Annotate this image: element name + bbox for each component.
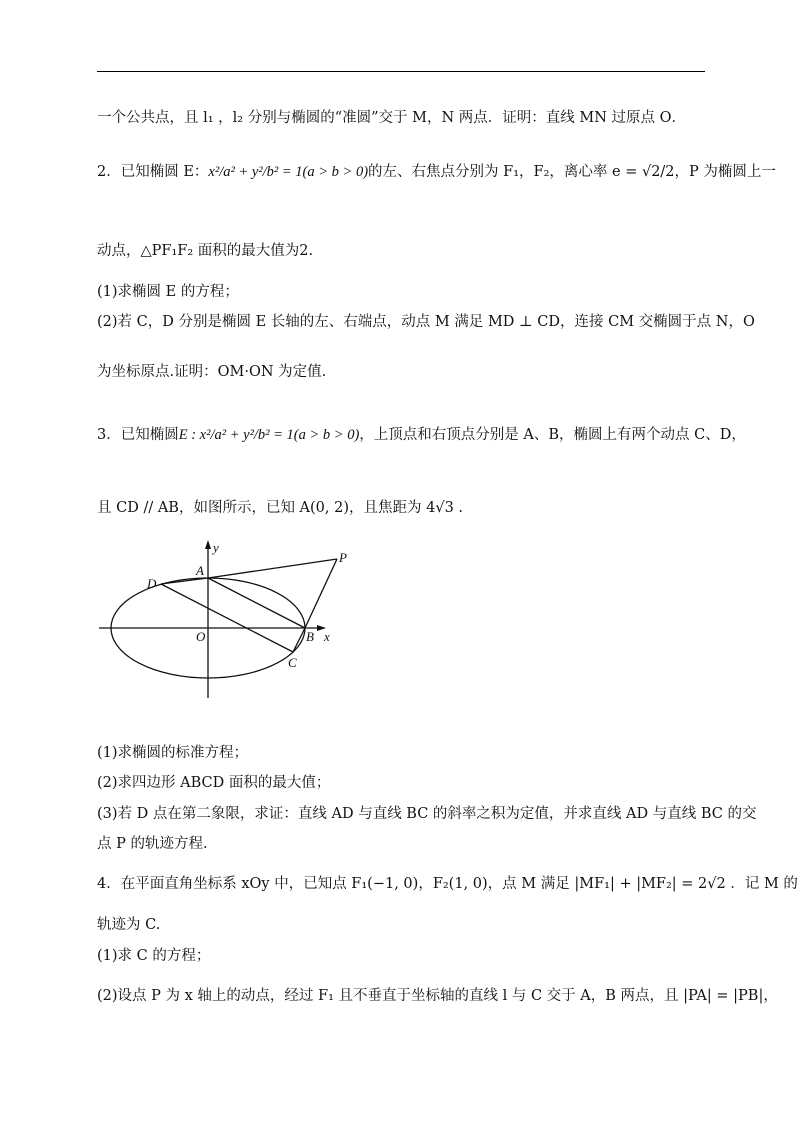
label-x: x [324, 629, 330, 644]
question-1: (1)求 C 的方程； [97, 948, 211, 964]
label-p: P [339, 550, 347, 565]
text-line: 点 P 的轨迹方程. [97, 836, 208, 852]
question-3: (3)若 D 点在第二象限，求证：直线 AD 与直线 BC 的斜率之积为定值，并求直线 AD 与直线 BC 的交 [97, 806, 757, 822]
segment-bp [305, 559, 337, 628]
text-line: 动点，△PF₁F₂ 面积的最大值为2. [97, 243, 314, 259]
text-span: 3．已知椭圆 [97, 427, 179, 443]
segment-ap [208, 559, 337, 578]
text-line: 一个公共点，且 l₁ ，l₂ 分别与椭圆的“准圆”交于 M，N 两点．证明：直线 MN 过原点 O． [97, 110, 687, 126]
problem-4-statement: 4．在平面直角坐标系 xOy 中，已知点 F₁(−1, 0)，F₂(1, 0)，点 M 满足 |MF₁| + |MF₂| = 2√2 ．记 M 的 [97, 876, 798, 892]
text-span: 2．已知椭圆 E： [97, 164, 209, 180]
label-a: A [196, 563, 204, 578]
problem-2-statement [97, 162, 776, 182]
label-y: y [213, 540, 219, 555]
ellipse-equation: x²/a² + y²/b² = 1(a > b > 0) [208, 164, 369, 180]
text-span: 的左、右焦点分别为 F₁，F₂，离心率 e = √2/2，P 为椭圆上一 [368, 164, 776, 180]
question-2: (2)设点 P 为 x 轴上的动点，经过 F₁ 且不垂直于坐标轴的直线 l 与 C 交于 A，B 两点，且 |PA| = |PB|， [97, 988, 778, 1004]
label-o: O [196, 629, 206, 644]
text-span: ，上顶点和右顶点分别是 A、B，椭圆上有两个动点 C、D， [359, 427, 746, 443]
text-line: 且 CD // AB，如图所示，已知 A(0, 2)，且焦距为 4√3 . [97, 500, 464, 516]
label-d: D [147, 576, 157, 591]
text-line: 轨迹为 C. [97, 917, 161, 933]
segment-cd [161, 584, 293, 652]
problem-3-statement [97, 425, 746, 445]
question-1: (1)求椭圆的标准方程； [97, 745, 249, 761]
ellipse-equation: E : x²/a² + y²/b² = 1(a > b > 0) [178, 427, 360, 443]
segment-bc [293, 628, 305, 652]
y-axis-arrow [205, 540, 211, 549]
text-line: 为坐标原点.证明：OM·ON 为定值. [97, 364, 327, 380]
question-2: (2)求四边形 ABCD 面积的最大值； [97, 775, 331, 791]
label-c: C [288, 655, 297, 670]
ellipse-figure [96, 538, 356, 704]
header-rule [97, 71, 705, 72]
segment-ab [208, 578, 305, 628]
label-b: B [306, 629, 314, 644]
question-2: (2)若 C，D 分别是椭圆 E 长轴的左、右端点，动点 M 满足 MD ⊥ CD，连接 CM 交椭圆于点 N，O [97, 314, 755, 330]
question-1: (1)求椭圆 E 的方程； [97, 284, 239, 300]
